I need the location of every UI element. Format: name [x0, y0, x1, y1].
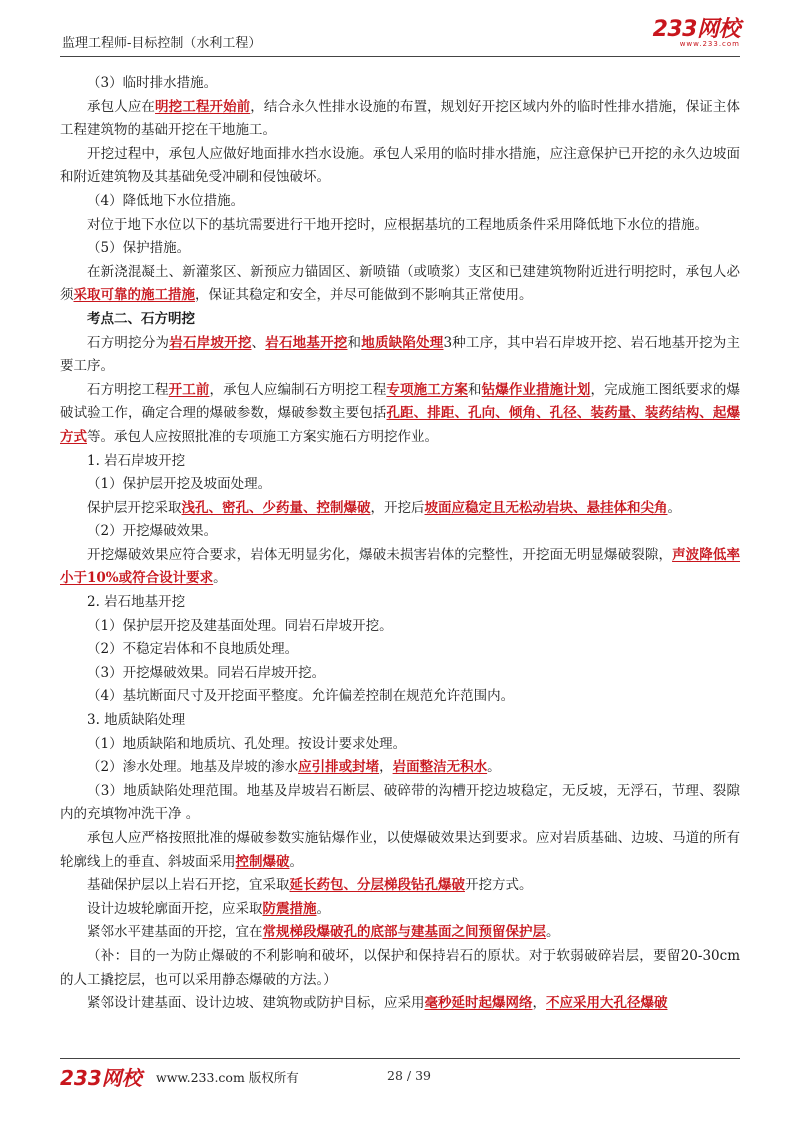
paragraph [60, 615, 740, 639]
page-header [60, 18, 740, 54]
highlighted-keyword: 声波降低率小于10%或符合设计要求 [60, 546, 741, 587]
text-run: （1）地质缺陷和地质坑、孔处理。按设计要求处理。 [87, 735, 407, 752]
text-run: 。 [546, 924, 560, 941]
text-run: （2）开挖爆破效果。 [87, 523, 218, 540]
text-run: ， [532, 995, 546, 1012]
highlighted-keyword: 采取可靠的施工措施 [73, 287, 195, 304]
highlighted-keyword: 开工前 [168, 381, 210, 398]
text-run: （1）保护层开挖及建基面处理。同岩石岸坡开挖。 [87, 617, 393, 634]
text-run: 基础保护层以上岩石开挖，宜采取 [87, 877, 290, 894]
paragraph [60, 379, 740, 450]
text-run: 保护层开挖采取 [87, 499, 182, 516]
paragraph [60, 827, 740, 874]
text-run: （3）地质缺陷处理范围。地基及岸坡岩石断层、破碎带的沟槽开挖边坡稳定，无反坡，无浮石，节理、裂隙内的充填物冲洗干净 。 [60, 782, 740, 823]
text-run: ， [379, 759, 393, 776]
footer-logo: 233网校 [60, 1066, 142, 1090]
paragraph [60, 520, 740, 544]
text-run: 、 [251, 334, 266, 351]
highlighted-keyword: 专项施工方案 [386, 381, 468, 398]
paragraph [60, 72, 740, 96]
paragraph [60, 780, 740, 827]
highlighted-keyword: 孔距、排距、孔向、倾角、孔径、装药量、装药结构、起爆方式 [60, 405, 741, 445]
paragraph [60, 308, 740, 332]
text-run: （3）临时排水措施。 [87, 75, 218, 91]
text-run: ，保证其稳定和安全，并尽可能做到不影响其正常使用。 [195, 287, 533, 304]
text-run: 设计边坡轮廓面开挖，应采取 [87, 900, 263, 917]
brand-logo [653, 18, 740, 48]
text-run: （2）不稳定岩体和不良地质处理。 [87, 641, 299, 658]
highlighted-keyword: 应引排或封堵 [298, 759, 380, 776]
header-divider [60, 56, 740, 57]
highlighted-keyword: 毫秒延时起爆网络 [424, 995, 533, 1012]
logo-url: www.233.com [679, 40, 740, 48]
highlighted-keyword: 岩石地基开挖 [265, 334, 348, 351]
text-run: （补：目的一为防止爆破的不利影响和破坏，以保护和保持岩石的原状。对于软弱破碎岩层，要留20-30cm 的人工撬挖层，也可以采用静态爆破的方法。） [60, 947, 740, 988]
paragraph [60, 190, 740, 214]
paragraph [60, 332, 740, 379]
text-run: 石方明挖分为 [87, 334, 170, 351]
paragraph [60, 544, 740, 591]
text-run: 开挖爆破效果应符合要求，岩体无明显劣化，爆破未损害岩体的完整性，开挖面无明显爆破裂隙， [87, 546, 673, 563]
paragraph [60, 756, 740, 780]
paragraph [60, 874, 740, 898]
text-run: 。 [213, 570, 227, 587]
text-run: 和 [468, 381, 482, 398]
paragraph [60, 473, 740, 497]
text-run: 承包人应严格按照批准的爆破参数实施钻爆作业，以使爆破效果达到要求。应对岩质基础、边坡、马道的所有轮廓线上的垂直、斜坡面采用 [60, 830, 740, 870]
highlighted-keyword: 防震措施 [262, 900, 317, 917]
text-run: （5）保护措施。 [87, 240, 191, 257]
text-run: ，完成施工图纸要求的爆破试验工作，确定合理的爆破参数，爆破参数主要包括 [60, 381, 741, 422]
highlighted-keyword: 不应采用大孔径爆破 [546, 995, 668, 1012]
text-run: 3种工序，其中岩石岸坡开挖、岩石地基开挖为主要工序。 [60, 334, 741, 375]
document-title: 监理工程师-目标控制（水利工程） [62, 36, 262, 51]
paragraph [60, 261, 740, 308]
document-body [60, 72, 740, 1016]
copyright-text: www.233.com 版权所有 [156, 1070, 299, 1085]
paragraph [60, 497, 740, 521]
section-heading: 考点二、石方明挖 [87, 310, 195, 327]
highlighted-keyword: 岩面整洁无积水 [392, 759, 488, 776]
paragraph [60, 945, 740, 992]
text-run: ，开挖后 [370, 499, 425, 516]
text-run: （3）开挖爆破效果。同岩石岸坡开挖。 [87, 664, 326, 681]
highlighted-keyword: 坡面应稳定且无松动岩块、悬挂体和尖角 [424, 499, 668, 516]
highlighted-keyword: 延长药包、分层梯段钻孔爆破 [289, 877, 465, 894]
text-run: 紧邻设计建基面、设计边坡、建筑物或防护目标，应采用 [87, 995, 425, 1012]
text-run: 2. 岩石地基开挖 [87, 594, 186, 611]
text-run: （4）基坑断面尺寸及开挖面平整度。允许偏差控制在规范允许范围内。 [87, 688, 515, 705]
paragraph [60, 709, 740, 733]
text-run: ，承包人应编制石方明挖工程 [209, 381, 387, 398]
text-run: 。 [667, 499, 681, 516]
paragraph [60, 685, 740, 709]
paragraph [60, 450, 740, 474]
page-number: 28 / 39 [387, 1068, 431, 1083]
paragraph [60, 96, 740, 143]
text-run: 。 [487, 759, 501, 776]
text-run: 和 [347, 334, 362, 351]
highlighted-keyword: 控制爆破 [235, 853, 290, 870]
paragraph [60, 143, 740, 190]
text-run: 承包人应在 [87, 98, 156, 115]
highlighted-keyword: 岩石岸坡开挖 [169, 334, 252, 351]
text-run: （4）降低地下水位措施。 [87, 192, 245, 209]
text-run: 。 [289, 853, 303, 870]
paragraph [60, 638, 740, 662]
paragraph [60, 898, 740, 922]
text-run: 紧邻水平建基面的开挖，宜在 [87, 924, 263, 941]
text-run: 。 [316, 900, 330, 917]
highlighted-keyword: 地质缺陷处理 [361, 334, 444, 351]
paragraph [60, 921, 740, 945]
text-run: 1. 岩石岸坡开挖 [87, 452, 186, 469]
logo-text: 233网校 [652, 17, 740, 42]
footer-divider [60, 1058, 740, 1059]
paragraph [60, 992, 740, 1016]
paragraph [60, 591, 740, 615]
text-run: 开挖方式。 [465, 877, 533, 894]
text-run: ，结合永久性排水设施的布置，规划好开挖区域内外的临时性排水措施，保证主体工程建筑物的基础开挖在干地施工。 [60, 98, 741, 139]
text-run: （2）渗水处理。地基及岸坡的渗水 [87, 759, 299, 776]
highlighted-keyword: 常规梯段爆破孔的底部与建基面之间预留保护层 [262, 924, 546, 941]
text-run: 对位于地下水位以下的基坑需要进行干地开挖时，应根据基坑的工程地质条件采用降低地下水位的措施。 [87, 216, 708, 233]
text-run: 等。承包人应按照批准的专项施工方案实施石方明挖作业。 [87, 428, 438, 445]
paragraph [60, 214, 740, 238]
paragraph [60, 733, 740, 757]
text-run: 3. 地质缺陷处理 [87, 712, 186, 729]
page-footer [60, 1062, 740, 1092]
paragraph [60, 662, 740, 686]
text-run: 在新浇混凝土、新灌浆区、新预应力锚固区、新喷锚（或喷浆）支区和已建建筑物附近进行明挖时，承包人必须 [60, 263, 740, 304]
text-run: （1）保护层开挖及坡面处理。 [87, 476, 272, 493]
text-run: 石方明挖工程 [87, 381, 169, 398]
highlighted-keyword: 浅孔、密孔、少药量、控制爆破 [181, 499, 371, 516]
text-run: 开挖过程中，承包人应做好地面排水挡水设施。承包人采用的临时排水措施，应注意保护已开挖的永久边坡面和附近建筑物及其基础免受冲刷和侵蚀破坏。 [60, 145, 740, 186]
highlighted-keyword: 明挖工程开始前 [155, 98, 251, 115]
highlighted-keyword: 钻爆作业措施计划 [481, 381, 591, 398]
paragraph [60, 237, 740, 261]
